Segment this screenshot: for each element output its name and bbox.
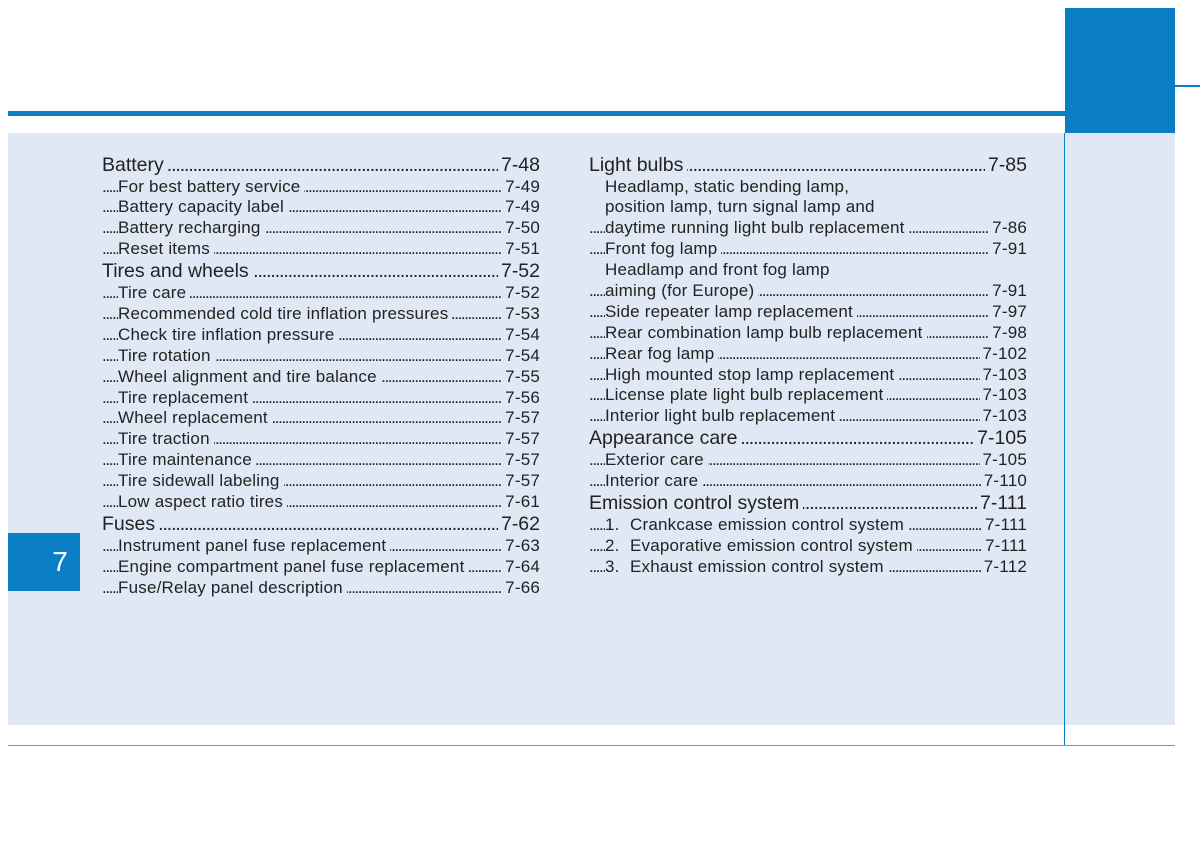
toc-entry-row	[589, 281, 1027, 302]
toc-entry-text: Battery capacity label	[118, 197, 284, 217]
header-rule	[8, 111, 1065, 116]
toc-entry-label	[118, 239, 214, 258]
toc-entry-row	[589, 302, 1027, 323]
toc-entry-label	[118, 218, 265, 237]
toc-entry-text: Low aspect ratio tires	[118, 491, 284, 511]
toc-entry-label	[118, 429, 214, 448]
toc-entry-row	[589, 323, 1027, 344]
toc-page-number: 7-57	[502, 471, 540, 492]
toc-entry-text: position lamp, turn signal lamp and	[605, 197, 875, 217]
toc-page-number: 7-102	[980, 344, 1027, 365]
toc-entry-label	[605, 344, 718, 363]
toc-entry-row	[589, 177, 1027, 198]
toc-page-number: 7-64	[502, 557, 540, 578]
toc-entry-text: Battery recharging	[118, 218, 261, 238]
toc-entry-label	[118, 492, 287, 511]
toc-page-number: 7-91	[989, 281, 1027, 302]
toc-entry-row	[102, 367, 540, 388]
toc-section-row	[102, 513, 540, 536]
toc-entry-text: Exterior care	[605, 450, 704, 470]
toc-entry-row	[102, 218, 540, 239]
toc-entry-text: Tire rotation	[118, 345, 211, 365]
toc-entry-label	[605, 260, 834, 279]
toc-entry-text: Exhaust emission control system	[630, 556, 884, 576]
toc-entry-label	[605, 365, 898, 384]
toc-page-number: 7-54	[502, 325, 540, 346]
toc-page-number: 7-103	[980, 365, 1027, 386]
toc-page-number: 7-98	[989, 323, 1027, 344]
toc-page-number: 7-110	[981, 471, 1027, 492]
footer-rule	[8, 745, 1175, 746]
toc-page-number: 7-53	[502, 304, 540, 325]
toc-entry-row	[589, 471, 1027, 492]
toc-entry-label	[118, 388, 252, 407]
toc-entry-label	[605, 197, 879, 216]
toc-entry-text: Front fog lamp	[605, 239, 718, 259]
toc-page-number: 7-91	[989, 239, 1027, 260]
toc-entry-text: Headlamp, static bending lamp,	[605, 176, 850, 196]
toc-entry-row	[589, 239, 1027, 260]
toc-page-number: 7-103	[980, 406, 1027, 427]
toc-entry-label	[605, 302, 857, 321]
toc-entry-label	[118, 325, 339, 344]
toc-entry-text: Check tire inflation pressure	[118, 324, 335, 344]
toc-page-number: 7-49	[502, 197, 540, 218]
toc-entry-text: Interior care	[605, 471, 699, 491]
toc-entry-text: Tire sidewall labeling	[118, 471, 280, 491]
toc-entry-row	[589, 365, 1027, 386]
toc-entry-text: Light bulbs	[589, 153, 684, 176]
toc-entry-row	[589, 197, 1027, 218]
toc-entry-label	[605, 385, 887, 404]
toc-entry-row	[589, 260, 1027, 281]
toc-section-row	[102, 260, 540, 283]
toc-entry-label	[605, 406, 839, 425]
toc-entry-text: Instrument panel fuse replacement	[118, 535, 387, 555]
toc-entry-row	[589, 515, 1027, 536]
toc-entry-row	[102, 492, 540, 513]
toc-entry-label	[118, 283, 190, 302]
toc-entry-number: 1.	[605, 514, 620, 534]
toc-entry-row	[102, 177, 540, 198]
toc-entry-label	[605, 323, 927, 342]
toc-page-number: 7-49	[502, 177, 540, 198]
toc-entry-row	[102, 197, 540, 218]
toc-right-column	[589, 154, 1027, 578]
toc-entry-row	[102, 471, 540, 492]
toc-entry-text: aiming (for Europe)	[605, 280, 755, 300]
toc-page-number: 7-111	[982, 515, 1027, 536]
toc-entry-row	[102, 450, 540, 471]
toc-entry-label	[605, 557, 888, 576]
toc-page-number: 7-103	[980, 385, 1027, 406]
toc-entry-row	[589, 536, 1027, 557]
toc-entry-text: Interior light bulb replacement	[605, 406, 836, 426]
toc-entry-text: License plate light bulb replacement	[605, 385, 884, 405]
toc-entry-label	[118, 450, 256, 469]
toc-entry-label	[118, 197, 288, 216]
chapter-corner-block	[1065, 8, 1175, 133]
toc-entry-row	[102, 578, 540, 599]
toc-entry-row	[102, 408, 540, 429]
toc-entry-label	[118, 557, 469, 576]
toc-entry-text: Battery	[102, 153, 164, 176]
toc-entry-number: 2.	[605, 535, 620, 555]
toc-entry-text: daytime running light bulb replacement	[605, 218, 905, 238]
toc-entry-row	[102, 304, 540, 325]
chapter-tab	[8, 533, 80, 591]
dot-leader	[102, 513, 540, 536]
corner-tick-line	[1175, 85, 1200, 87]
toc-entry-label	[605, 515, 908, 534]
toc-entry-text: Rear fog lamp	[605, 343, 715, 363]
toc-page-number: 7-55	[502, 367, 540, 388]
toc-entry-text: Crankcase emission control system	[630, 514, 904, 534]
toc-section-row	[589, 427, 1027, 450]
toc-page-number: 7-63	[502, 536, 540, 557]
toc-entry-row	[102, 283, 540, 304]
toc-left-column	[102, 154, 540, 599]
toc-page-number: 7-50	[502, 218, 540, 239]
toc-entry-text: Emission control system	[589, 491, 800, 514]
toc-page-number: 7-62	[498, 513, 540, 536]
toc-entry-label	[118, 536, 390, 555]
toc-section-title	[102, 513, 159, 535]
toc-entry-row	[102, 536, 540, 557]
margin-vertical-rule	[1064, 133, 1065, 746]
toc-entry-text: Rear combination lamp bulb replacement	[605, 322, 923, 342]
chapter-number: 7	[52, 546, 68, 577]
toc-page-number: 7-85	[985, 154, 1027, 177]
toc-entry-row	[102, 429, 540, 450]
toc-section-row	[589, 154, 1027, 177]
toc-entry-text: Evaporative emission control system	[630, 535, 913, 555]
toc-entry-label	[118, 408, 272, 427]
toc-entry-label	[605, 471, 702, 490]
toc-section-title	[589, 492, 803, 514]
toc-entry-text: Fuses	[102, 512, 156, 535]
toc-entry-text: Fuse/Relay panel description	[118, 577, 343, 597]
toc-entry-text: Wheel replacement	[118, 408, 268, 428]
toc-entry-text: Tire care	[118, 283, 187, 303]
toc-entry-row	[589, 344, 1027, 365]
toc-entry-label	[118, 346, 215, 365]
toc-page-number: 7-66	[502, 578, 540, 599]
toc-page-number: 7-51	[502, 239, 540, 260]
toc-entry-label	[605, 450, 708, 469]
toc-entry-label	[605, 218, 909, 237]
toc-section-title	[102, 260, 253, 282]
toc-page-number: 7-97	[989, 302, 1027, 323]
toc-entry-text: Reset items	[118, 239, 210, 259]
toc-page-number: 7-52	[502, 283, 540, 304]
toc-entry-text: Side repeater lamp replacement	[605, 301, 853, 321]
toc-entry-label	[605, 281, 758, 300]
toc-page-number: 7-54	[502, 346, 540, 367]
toc-entry-text: Engine compartment panel fuse replacement	[118, 556, 465, 576]
toc-entry-row	[102, 325, 540, 346]
toc-entry-number: 3.	[605, 556, 620, 576]
toc-entry-label	[118, 578, 347, 597]
toc-entry-text: Tire maintenance	[118, 450, 252, 470]
toc-entry-text: Tire traction	[118, 429, 210, 449]
toc-entry-text: Tires and wheels	[102, 260, 249, 283]
toc-entry-label	[118, 471, 284, 490]
toc-page-number: 7-57	[502, 450, 540, 471]
toc-entry-text: For best battery service	[118, 176, 301, 196]
toc-page-number: 7-52	[498, 260, 540, 283]
toc-page-number: 7-112	[981, 557, 1027, 578]
toc-entry-row	[102, 346, 540, 367]
toc-entry-label	[605, 177, 853, 196]
toc-entry-row	[589, 385, 1027, 406]
toc-page-number: 7-86	[989, 218, 1027, 239]
toc-section-title	[589, 154, 687, 176]
toc-entry-label	[118, 367, 381, 386]
toc-page-number: 7-111	[977, 492, 1027, 515]
toc-page-number: 7-48	[498, 154, 540, 177]
toc-entry-text: Appearance care	[589, 427, 738, 450]
toc-page-number: 7-56	[502, 388, 540, 409]
toc-entry-row	[102, 557, 540, 578]
toc-page-number: 7-57	[502, 408, 540, 429]
toc-entry-text: Wheel alignment and tire balance	[118, 366, 377, 386]
toc-entry-label	[118, 304, 452, 323]
toc-entry-text: Headlamp and front fog lamp	[605, 260, 830, 280]
toc-entry-row	[589, 218, 1027, 239]
toc-section-row	[102, 154, 540, 177]
toc-page-number: 7-111	[982, 536, 1027, 557]
toc-section-row	[589, 492, 1027, 515]
toc-entry-row	[589, 557, 1027, 578]
toc-entry-label	[118, 177, 304, 196]
toc-entry-row	[102, 239, 540, 260]
toc-entry-text: High mounted stop lamp replacement	[605, 364, 895, 384]
toc-entry-text: Recommended cold tire inflation pressures	[118, 303, 449, 323]
toc-page-number: 7-105	[980, 450, 1027, 471]
toc-section-title	[589, 427, 742, 449]
toc-entry-label	[605, 239, 721, 258]
toc-page-number: 7-61	[502, 492, 540, 513]
toc-page-number: 7-105	[974, 427, 1027, 450]
toc-entry-row	[102, 388, 540, 409]
toc-entry-text: Tire replacement	[118, 387, 249, 407]
toc-section-title	[102, 154, 168, 176]
toc-entry-row	[589, 450, 1027, 471]
toc-entry-label	[605, 536, 917, 555]
toc-page-number: 7-57	[502, 429, 540, 450]
toc-entry-row	[589, 406, 1027, 427]
